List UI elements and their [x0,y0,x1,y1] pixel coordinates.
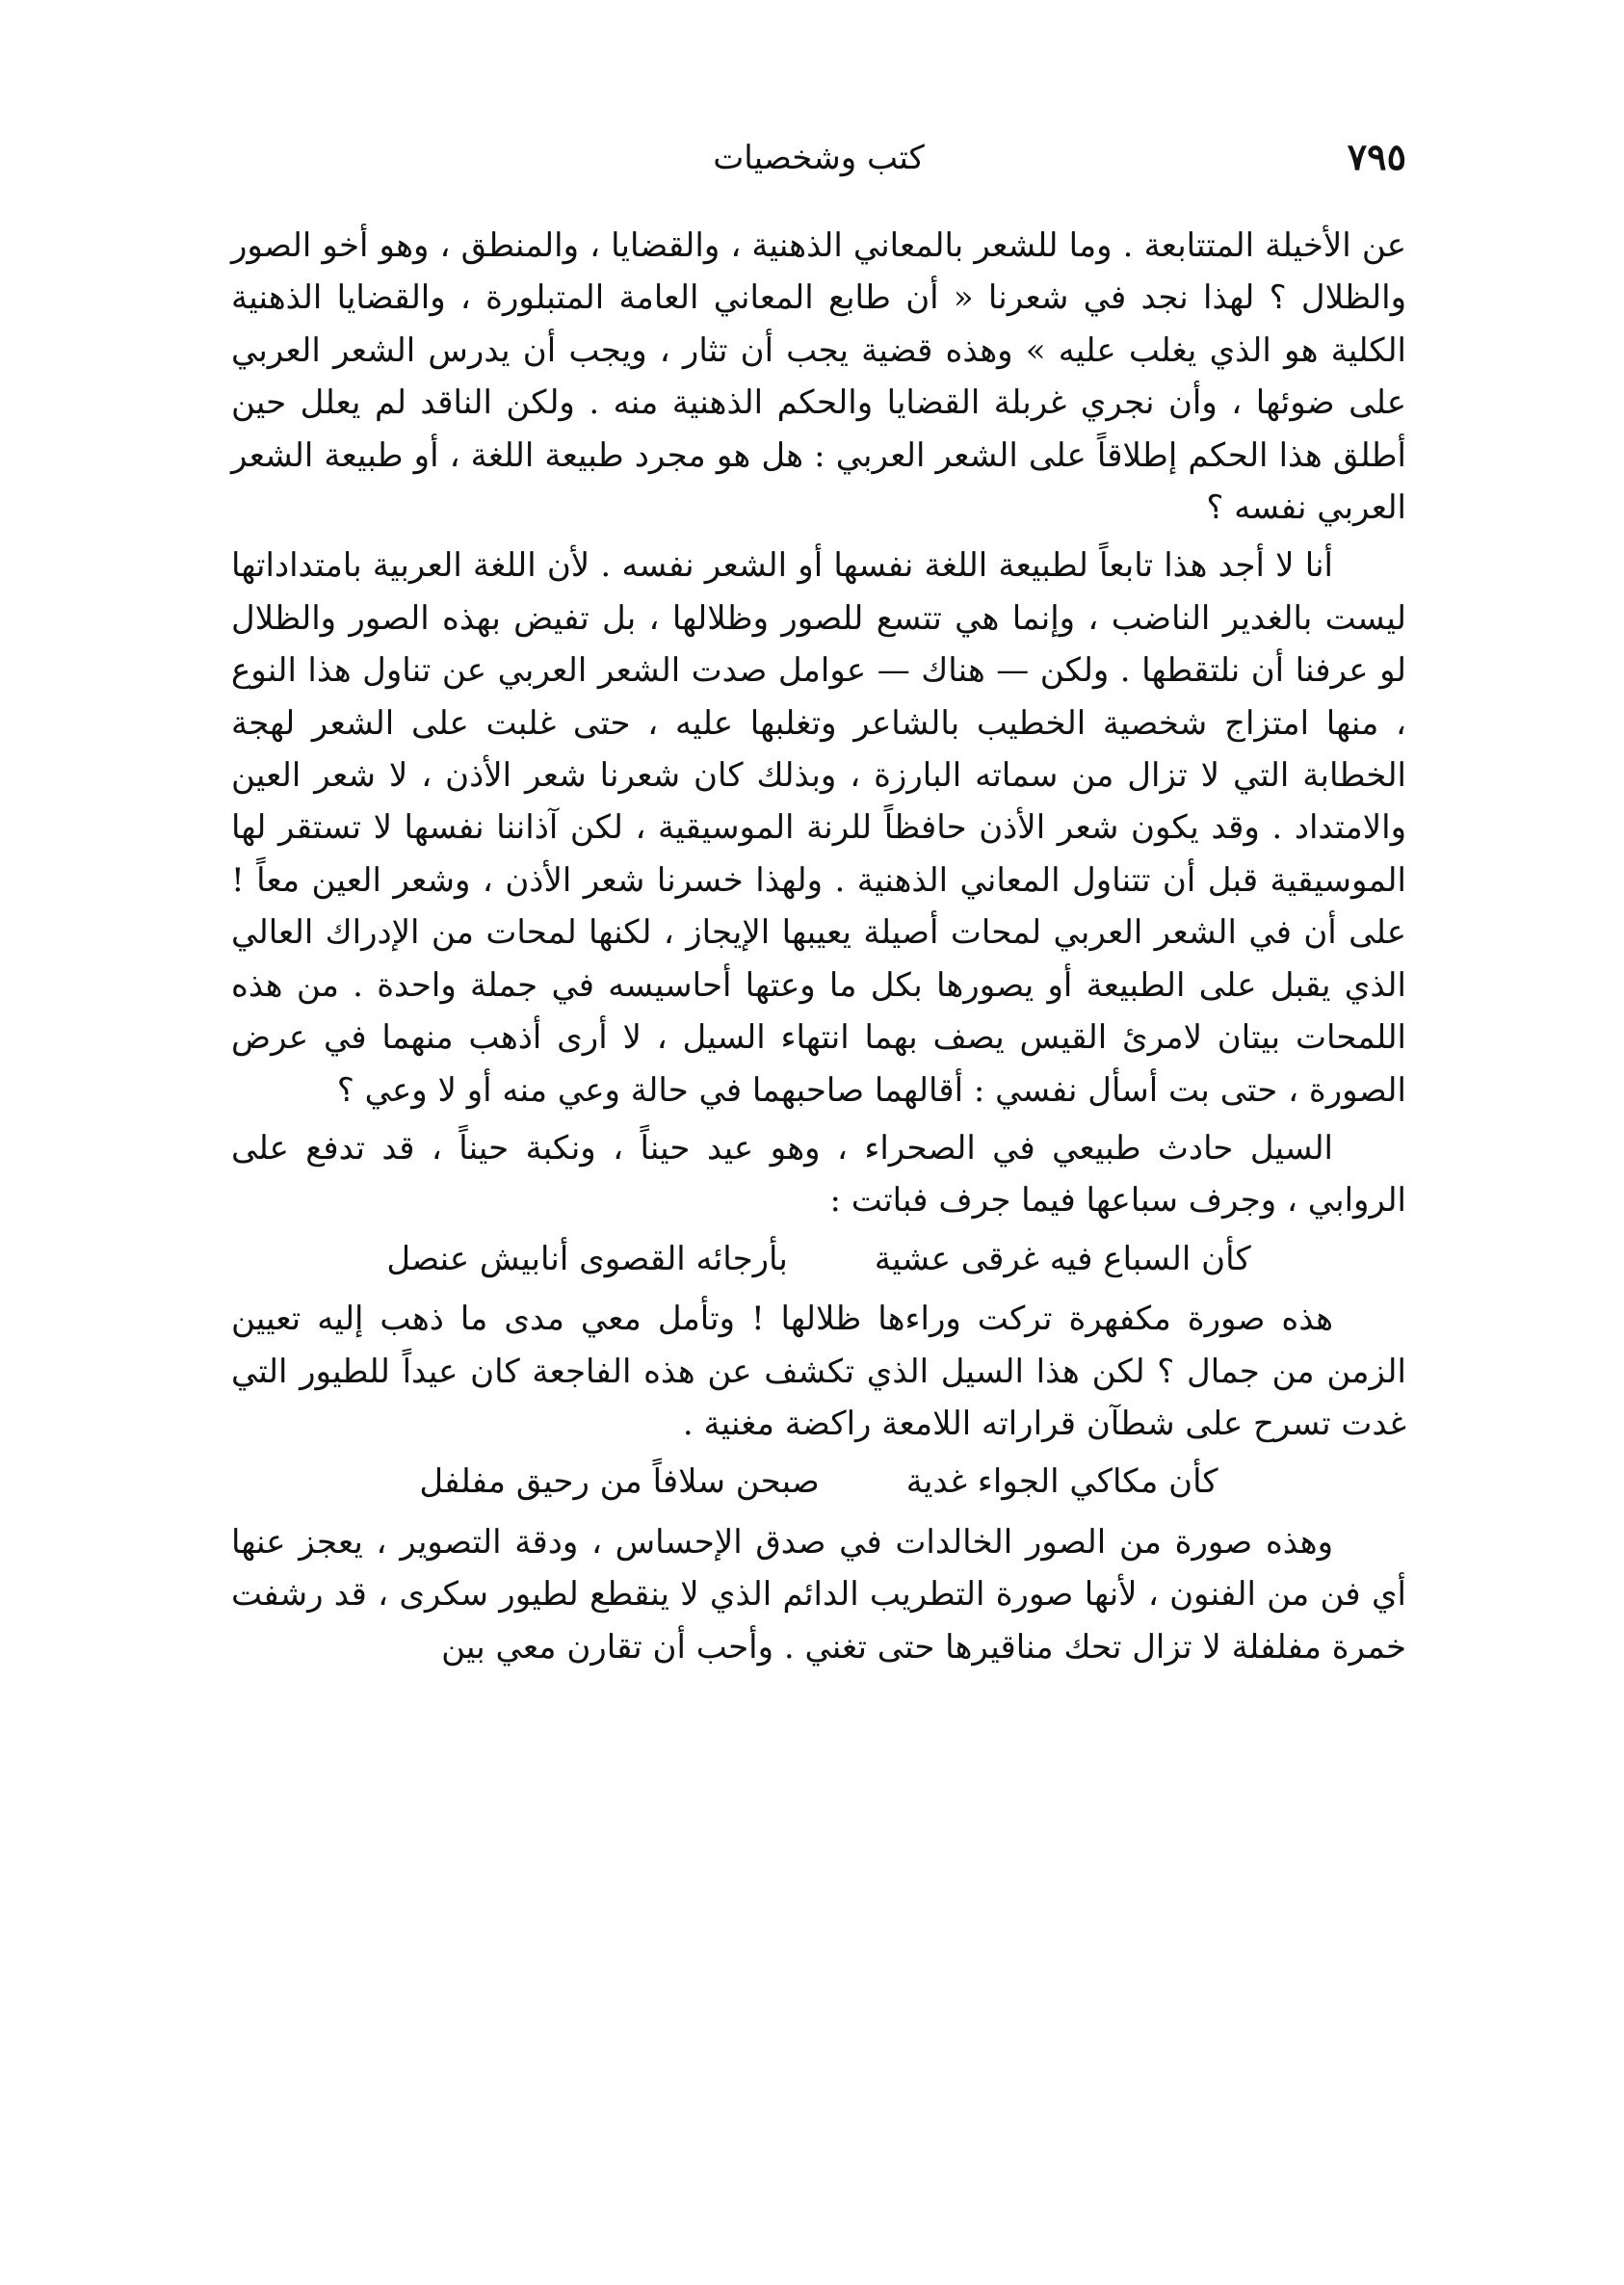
verse-2-first-hemistich: كأن مكاكي الجواء غدية [905,1462,1218,1502]
verse-1-first-hemistich: كأن السباع فيه غرقى عشية [874,1239,1251,1278]
paragraph-1: عن الأخيلة المتتابعة . وما للشعر بالمعاني الذهنية ، والقضايا ، والمنطق ، وهو أخو الصور والظلال ؟ لهذا نجد في شعرنا « أن طابع المعاني العامة المتبلورة ، والقضايا الذهنية الكلية هو الذي يغلب عليه » وهذه قضية يجب أن تثار ، ويجب أن يدرس الشعر العربي على ضوئها ، وأن نجري غربلة القضايا والحكم الذهنية منه . ولكن الناقد لم يعلل حين أطلق هذا الحكم إطلاقاً على الشعر العربي : هل هو مجرد طبيعة اللغة ، أو طبيعة الشعر العربي نفسه ؟ [231,226,1406,528]
verse-2-second-hemistich: صبحن سلافاً من رحيق مفلفل [419,1462,820,1502]
paragraph-3: السيل حادث طبيعي في الصحراء ، وهو عيد حيناً ، ونكبة حيناً ، قد تدفع على الروابي ، وجرف سباعها فيما جرف فباتت : [231,1128,1406,1221]
paragraph-2: أنا لا أجد هذا تابعاً لطبيعة اللغة نفسها أو الشعر نفسه . لأن اللغة العربية بامتداداتها ليست بالغدير الناضب ، وإنما هي تتسع للصور وظلالها ، بل تفيض بهذه الصور والظلال لو عرفنا أن نلتقطها . ولكن — هناك — عوامل صدت الشعر العربي عن تناول هذا النوع ، منها امتزاج شخصية الخطيب بالشاعر وتغلبها عليه ، حتى غلبت على الشعر لهجة الخطابة التي لا تزال من سماته البارزة ، وبذلك كان شعرنا شعر الأذن ، لا شعر العين والامتداد . وقد يكون شعر الأذن حافظاً للرنة الموسيقية ، لكن آذاننا نفسها لا تستقر لها الموسيقية قبل أن تتناول المعاني الذهنية . ولهذا خسرنا شعر الأذن ، وشعر العين معاً ! على أن في الشعر العربي لمحات أصيلة يعيبها الإيجاز ، لكنها لمحات من الإدراك العالي الذي يقبل على الطبيعة أو يصورها بكل ما وعتها أحاسيسه في جملة واحدة . من هذه اللمحات بيتان لامرئ القيس يصف بهما انتهاء السيل ، لا أرى أذهب منهما في عرض الصورة ، حتى بت أسأل نفسي : أقالهما صاحبهما في حالة وعي منه أو لا وعي ؟ [231,546,1406,1110]
body-text [231,220,1406,1679]
verse-2 [231,1456,1406,1508]
page-number: ٧٩٥ [1347,135,1406,178]
page-header [231,135,1406,193]
running-title: كتب وشخصيات [713,139,925,177]
verse-1 [231,1233,1406,1285]
verse-1-second-hemistich: بأرجائه القصوى أنابيش عنصل [386,1239,788,1278]
paragraph-4: هذه صورة مكفهرة تركت وراءها ظلالها ! وتأمل معي مدى ما ذهب إليه تعيين الزمن من جمال ؟ لكن هذا السيل الذي تكشف عن هذه الفاجعة كان عيداً للطيور التي غدت تسرح على شطآن قراراته اللامعة راكضة مغنية . [231,1300,1406,1443]
paragraph-5: وهذه صورة من الصور الخالدات في صدق الإحساس ، ودقة التصوير ، يعجز عنها أي فن من الفنون ، لأنها صورة التطريب الدائم الذي لا ينقطع لطيور سكرى ، قد رشفت خمرة مفلفلة لا تزال تحك مناقيرها حتى تغني . وأحب أن تقارن معي بين [231,1522,1406,1667]
